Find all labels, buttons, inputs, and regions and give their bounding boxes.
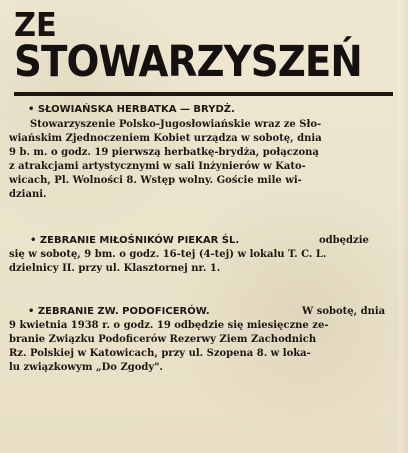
article-line: lu związkowym „Do Zgody". [9, 362, 163, 373]
article-line: Rz. Polskiej w Katowicach, przy ul. Szopena 8. w loka- [9, 348, 311, 359]
article-line: dzielnicy II. przy ul. Klasztornej nr. 1. [9, 263, 221, 274]
article-line: branie Związku Podoficerów Rezerwy Ziem Zachodnich [9, 334, 317, 345]
article-line: wicach, Pl. Wolności 8. Wstęp wolny. Goście mile wi- [9, 175, 302, 186]
article-line: dziani. [9, 189, 47, 200]
article-line: odbędzie [319, 235, 369, 246]
article-slavic-tea [0, 104, 408, 227]
masthead [14, 5, 394, 100]
article-line: 9 b. m. o godz. 19 pierwszą herbatkę-brydża, połączoną [9, 147, 319, 158]
article-line: wiańskim Zjednoczeniem Kobiet urządza w sobotę, dnia [9, 133, 322, 144]
article-nco-meeting [0, 306, 408, 409]
article-line: W sobotę, dnia [302, 306, 386, 317]
article-headline: • SŁOWIAŃSKA HERBATKA — BRYDŻ. [28, 104, 235, 115]
article-line: 9 kwietnia 1938 r. o godz. 19 odbędzie się miesięczne ze- [9, 320, 329, 331]
article-headline: • ZEBRANIE MIŁOŚNIKÓW PIEKAR ŚL. [30, 235, 240, 246]
masthead-line-2: STOWARZYSZEŃ [14, 37, 362, 87]
masthead-line-1: ZE [14, 5, 57, 44]
article-line: z atrakcjami artystycznymi w sali Inżynierów w Kato- [9, 161, 306, 172]
article-line: Stowarzyszenie Polsko-Jugosłowiańskie wraz ze Sło- [30, 119, 322, 130]
masthead-rule [14, 92, 393, 96]
paper-edge [398, 0, 408, 453]
article-piekary-meeting [0, 235, 408, 297]
article-line: się w sobotę, 9 bm. o godz. 16-tej (4-tej) w lokalu T. C. L. [9, 249, 327, 260]
article-headline: • ZEBRANIE ZW. PODOFICERÓW. [28, 306, 210, 317]
